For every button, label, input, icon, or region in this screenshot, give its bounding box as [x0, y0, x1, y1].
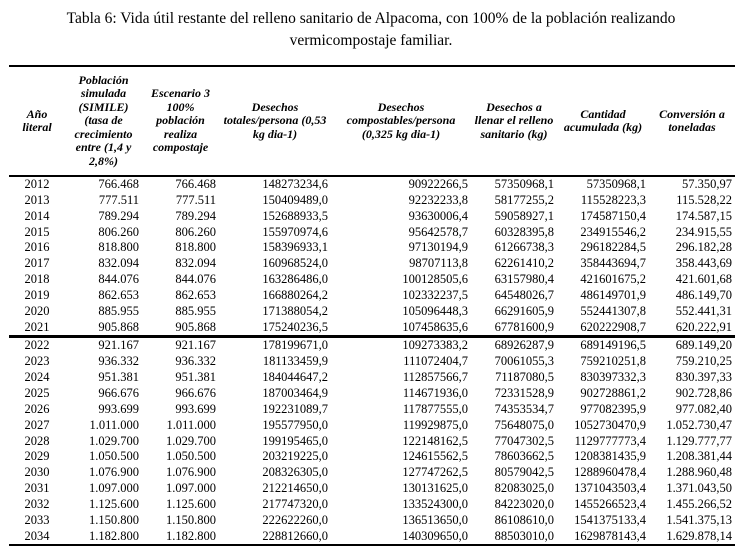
cell-conversion: 234.915,55 [675, 224, 732, 239]
cell-llenar: 63157980,4 [494, 272, 554, 287]
cell-conversion: 115.528,22 [676, 192, 732, 207]
table-row [9, 529, 735, 546]
table-row [9, 513, 735, 529]
cell-conversion: 486.149,70 [675, 287, 732, 302]
cell-compostables: 90922266,5 [408, 177, 468, 191]
cell-escenario: 1.011.000 [166, 417, 216, 432]
cell-llenar: 66291605,9 [494, 303, 554, 318]
cell-escenario: 777.511 [175, 192, 216, 207]
table-row [9, 418, 735, 434]
table-row [9, 481, 735, 497]
cell-totales: 175240236,5 [262, 319, 328, 334]
table-row [9, 386, 735, 402]
cell-conversion: 1.455.266,52 [666, 496, 732, 511]
cell-conversion: 689.149,20 [649, 337, 735, 354]
cell-llenar: 59058927,1 [494, 208, 554, 223]
cell-escenario: 1.097.000 [166, 481, 216, 496]
cell-llenar: 58177255,2 [494, 192, 554, 207]
cell-totales: 160968524,0 [262, 256, 328, 271]
cell-poblacion: 766.468 [98, 177, 139, 191]
cell-totales: 171388054,2 [262, 303, 328, 318]
cell-cantidad: 1208381435,9 [574, 449, 646, 464]
cell-year: 2029 [24, 449, 50, 464]
cell-llenar: 64548026,7 [494, 287, 554, 302]
cell-poblacion: 1.125.600 [89, 496, 139, 511]
cell-conversion: 759.210,25 [675, 354, 732, 369]
cell-year: 2015 [24, 224, 50, 239]
cell-compostables: 98707113,8 [409, 256, 468, 271]
cell-totales: 187003464,9 [262, 385, 328, 400]
cell-poblacion: 905.868 [98, 319, 139, 334]
cell-escenario: 766.468 [175, 177, 216, 191]
cell-compostables: 92232233,8 [408, 192, 468, 207]
cell-conversion: 830.397,33 [675, 370, 732, 385]
table-row [9, 354, 735, 370]
cell-compostables: 109273383,2 [331, 337, 471, 354]
cell-totales: 178199671,0 [219, 337, 331, 354]
cell-totales: 148273234,6 [262, 177, 328, 191]
cell-escenario: 1.050.500 [166, 449, 216, 464]
cell-poblacion: 993.699 [98, 401, 139, 416]
header-totales: Desechos totales/persona (0,53 kg dia-1) [219, 66, 331, 176]
header-conversion: Conversión a toneladas [649, 66, 735, 176]
cell-escenario: 818.800 [175, 240, 216, 255]
cell-compostables: 93630006,4 [408, 208, 468, 223]
cell-cantidad: 358443694,7 [580, 256, 646, 271]
cell-llenar: 78603662,5 [494, 449, 554, 464]
table-row [9, 497, 735, 513]
cell-cantidad: 1052730470,9 [574, 417, 646, 432]
cell-cantidad: 689149196,5 [557, 337, 649, 354]
cell-totales: 184044647,2 [262, 370, 328, 385]
table-caption [0, 8, 742, 52]
table-body [9, 176, 735, 545]
cell-compostables: 112857566,7 [402, 370, 468, 385]
cell-year: 2026 [24, 401, 50, 416]
cell-llenar: 71187080,5 [495, 370, 554, 385]
caption-line-1: Tabla 6: Vida útil restante del relleno sanitario de Alpacoma, con 100% de la población realizando [66, 10, 676, 27]
cell-cantidad: 620222908,7 [580, 319, 646, 334]
cell-escenario: 905.868 [175, 319, 216, 334]
cell-cantidad: 1455266523,4 [574, 496, 646, 511]
cell-year: 2028 [24, 433, 50, 448]
cell-poblacion: 885.955 [98, 303, 139, 318]
cell-conversion: 552.441,31 [675, 303, 732, 318]
cell-compostables: 105096448,3 [402, 303, 468, 318]
cell-compostables: 117877555,0 [402, 401, 468, 416]
cell-totales: 217747320,0 [262, 496, 328, 511]
cell-conversion: 1.371.043,50 [666, 481, 732, 496]
header-cantidad: Cantidad acumulada (kg) [557, 66, 649, 176]
cell-totales: 150409489,0 [262, 192, 328, 207]
header-row [9, 66, 735, 176]
cell-totales: 192231089,7 [262, 401, 328, 416]
cell-totales: 195577950,0 [262, 417, 328, 432]
cell-year: 2012 [24, 177, 50, 191]
cell-llenar: 80579042,5 [494, 465, 554, 480]
cell-year: 2017 [24, 256, 50, 271]
cell-escenario: 1.150.800 [166, 512, 216, 527]
cell-conversion: 1.052.730,47 [666, 417, 732, 432]
table-row [9, 256, 735, 272]
cell-cantidad: 977082395,9 [580, 401, 646, 416]
cell-conversion: 1.629.878,14 [649, 529, 735, 546]
cell-cantidad: 1371043503,4 [574, 481, 646, 496]
cell-compostables: 119929875,0 [402, 417, 468, 432]
table-row [9, 449, 735, 465]
cell-year: 2021 [24, 319, 50, 334]
cell-llenar: 77047302,5 [494, 433, 554, 448]
cell-conversion: 1.541.375,13 [666, 512, 732, 527]
cell-escenario: 951.381 [175, 370, 216, 385]
cell-escenario: 1.029.700 [166, 433, 216, 448]
cell-year: 2034 [9, 529, 65, 546]
cell-totales: 222622260,0 [262, 512, 328, 527]
cell-totales: 203219225,0 [262, 449, 328, 464]
cell-conversion: 296.182,28 [675, 240, 732, 255]
cell-poblacion: 818.800 [98, 240, 139, 255]
cell-compostables: 133524300,0 [402, 496, 468, 511]
cell-compostables: 130131625,0 [402, 481, 468, 496]
cell-totales: 208326305,0 [262, 465, 328, 480]
cell-escenario: 993.699 [175, 401, 216, 416]
cell-conversion: 620.222,91 [675, 319, 732, 334]
table-row [9, 337, 735, 354]
cell-cantidad: 1541375133,4 [574, 512, 646, 527]
table-row [9, 434, 735, 450]
cell-poblacion: 936.332 [98, 354, 139, 369]
table-row [9, 225, 735, 241]
table-row [9, 193, 735, 209]
cell-cantidad: 421601675,2 [580, 272, 646, 287]
cell-escenario: 1.076.900 [166, 465, 216, 480]
table-row [9, 370, 735, 386]
cell-totales: 212214650,0 [262, 481, 328, 496]
caption-line-2: vermicompostaje familiar. [289, 32, 453, 49]
cell-llenar: 60328395,8 [494, 224, 554, 239]
cell-cantidad: 830397332,3 [580, 370, 646, 385]
cell-cantidad: 174587150,4 [580, 208, 646, 223]
cell-totales: 163286486,0 [262, 272, 328, 287]
table-row [9, 240, 735, 256]
cell-conversion: 57.350,97 [682, 177, 732, 191]
cell-cantidad: 1129777773,4 [574, 433, 646, 448]
cell-conversion: 421.601,68 [675, 272, 732, 287]
cell-compostables: 140309650,0 [331, 529, 471, 546]
header-llenar: Desechos a llenar el relleno sanitario (kg) [471, 66, 557, 176]
table-row [9, 304, 735, 320]
cell-compostables: 136513650,0 [402, 512, 468, 527]
cell-poblacion: 1.150.800 [89, 512, 139, 527]
cell-totales: 158396933,1 [262, 240, 328, 255]
cell-escenario: 862.653 [175, 287, 216, 302]
cell-cantidad: 552441307,8 [580, 303, 646, 318]
data-table [9, 65, 735, 546]
cell-escenario: 1.125.600 [166, 496, 216, 511]
cell-year: 2019 [24, 287, 50, 302]
cell-llenar: 74353534,7 [494, 401, 554, 416]
cell-escenario: 885.955 [175, 303, 216, 318]
cell-llenar: 82083025,0 [494, 481, 554, 496]
table-row [9, 320, 735, 337]
header-year: Año literal [9, 66, 65, 176]
cell-poblacion: 951.381 [98, 370, 139, 385]
cell-poblacion: 806.260 [98, 224, 139, 239]
cell-conversion: 174.587,15 [675, 208, 732, 223]
cell-conversion: 1.208.381,44 [666, 449, 732, 464]
cell-escenario: 832.094 [175, 256, 216, 271]
table-row [9, 402, 735, 418]
cell-totales: 166880264,2 [262, 287, 328, 302]
cell-escenario: 844.076 [175, 272, 216, 287]
cell-poblacion: 1.097.000 [89, 481, 139, 496]
cell-llenar: 61266738,3 [494, 240, 554, 255]
cell-totales: 181133459,9 [262, 354, 328, 369]
cell-year: 2024 [24, 370, 50, 385]
cell-poblacion: 862.653 [98, 287, 139, 302]
cell-compostables: 102332237,5 [402, 287, 468, 302]
cell-year: 2033 [24, 512, 50, 527]
cell-llenar: 84223020,0 [494, 496, 554, 511]
header-poblacion: Población simulada (SIMILE) (tasa de crecimiento entre (1,4 y 2,8%) [65, 66, 142, 176]
cell-poblacion: 966.676 [98, 385, 139, 400]
cell-cantidad: 902728861,2 [580, 385, 646, 400]
cell-cantidad: 1629878143,4 [557, 529, 649, 546]
cell-year: 2025 [24, 385, 50, 400]
cell-year: 2031 [24, 481, 50, 496]
cell-year: 2032 [24, 496, 50, 511]
table-row [9, 209, 735, 225]
table-header [9, 66, 735, 176]
cell-year: 2013 [24, 192, 50, 207]
cell-year: 2022 [9, 337, 65, 354]
cell-llenar: 88503010,0 [471, 529, 557, 546]
cell-totales: 228812660,0 [219, 529, 331, 546]
cell-poblacion: 1.029.700 [89, 433, 139, 448]
cell-cantidad: 486149701,9 [580, 287, 646, 302]
cell-totales: 155970974,6 [262, 224, 328, 239]
cell-compostables: 97130194,9 [408, 240, 468, 255]
cell-year: 2030 [24, 465, 50, 480]
cell-llenar: 70061055,3 [494, 354, 554, 369]
cell-llenar: 67781600,9 [494, 319, 554, 334]
cell-year: 2016 [24, 240, 50, 255]
cell-escenario: 921.167 [142, 337, 219, 354]
cell-poblacion: 1.182.800 [65, 529, 142, 546]
cell-poblacion: 921.167 [65, 337, 142, 354]
cell-conversion: 1.129.777,77 [666, 433, 732, 448]
cell-conversion: 977.082,40 [675, 401, 732, 416]
cell-cantidad: 759210251,8 [580, 354, 646, 369]
cell-conversion: 902.728,86 [675, 385, 732, 400]
cell-poblacion: 1.076.900 [89, 465, 139, 480]
cell-llenar: 86108610,0 [494, 512, 554, 527]
cell-poblacion: 789.294 [98, 208, 139, 223]
table-row [9, 176, 735, 193]
cell-compostables: 127747262,5 [402, 465, 468, 480]
cell-llenar: 72331528,9 [494, 385, 554, 400]
cell-compostables: 114671936,0 [402, 385, 468, 400]
cell-escenario: 789.294 [175, 208, 216, 223]
cell-poblacion: 1.011.000 [89, 417, 139, 432]
cell-poblacion: 1.050.500 [89, 449, 139, 464]
cell-compostables: 111072404,7 [403, 354, 468, 369]
cell-cantidad: 57350968,1 [586, 177, 646, 191]
cell-conversion: 1.288.960,48 [666, 465, 732, 480]
cell-llenar: 75648075,0 [494, 417, 554, 432]
cell-compostables: 95642578,7 [408, 224, 468, 239]
table-row [9, 288, 735, 304]
cell-compostables: 124615562,5 [402, 449, 468, 464]
cell-year: 2020 [24, 303, 50, 318]
cell-poblacion: 777.511 [98, 192, 139, 207]
cell-year: 2018 [24, 272, 50, 287]
cell-compostables: 100128505,6 [402, 272, 468, 287]
cell-totales: 199195465,0 [262, 433, 328, 448]
cell-year: 2023 [24, 354, 50, 369]
cell-year: 2027 [24, 417, 50, 432]
cell-compostables: 122148162,5 [402, 433, 468, 448]
header-compostables: Desechos compostables/persona (0,325 kg dia-1) [331, 66, 471, 176]
cell-conversion: 358.443,69 [675, 256, 732, 271]
cell-cantidad: 1288960478,4 [574, 465, 646, 480]
cell-llenar: 68926287,9 [471, 337, 557, 354]
cell-compostables: 107458635,6 [402, 319, 468, 334]
cell-totales: 152688933,5 [262, 208, 328, 223]
cell-year: 2014 [24, 208, 50, 223]
cell-cantidad: 234915546,2 [580, 224, 646, 239]
cell-escenario: 936.332 [175, 354, 216, 369]
cell-poblacion: 832.094 [98, 256, 139, 271]
cell-escenario: 1.182.800 [142, 529, 219, 546]
cell-llenar: 62261410,2 [494, 256, 554, 271]
cell-cantidad: 115528223,3 [580, 192, 646, 207]
table-row [9, 465, 735, 481]
cell-llenar: 57350968,1 [494, 177, 554, 191]
cell-escenario: 966.676 [175, 385, 216, 400]
cell-poblacion: 844.076 [98, 272, 139, 287]
header-escenario: Escenario 3 100% población realiza compostaje [142, 66, 219, 176]
cell-escenario: 806.260 [175, 224, 216, 239]
table-row [9, 272, 735, 288]
cell-cantidad: 296182284,5 [580, 240, 646, 255]
